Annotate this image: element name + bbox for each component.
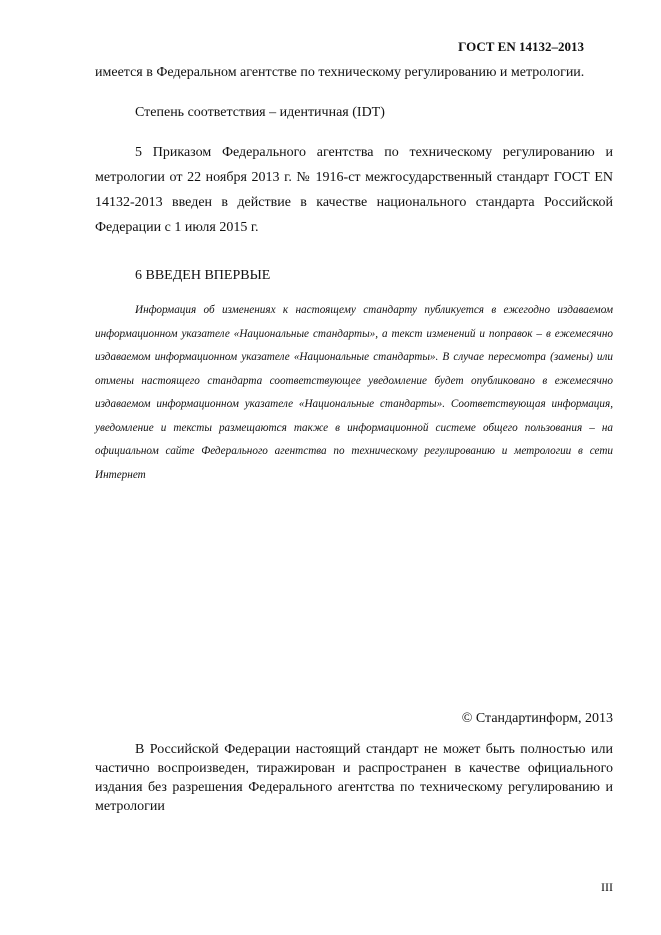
changes-information-note: Информация об изменениях к настоящему стандарту публикуется в ежегодно издаваемом информационном указателе «Национальные стандарты», а текст изменений и поправок – в ежемесячно издаваемом информационном указателе «Национальные стандарты». В случае пересмотра (замены) или отмены настоящего стандарта соответствующее уведомление будет опубликовано в ежемесячно издаваемом информационном указателе «Национальные стандарты». Соответствующая информация, уведомление и тексты размещаются также в информационной системе общего пользования – на официальном сайте Федерального агентства по техническому регулированию и метрологии в сети Интернет <box>95 304 613 481</box>
reproduction-notice: В Российской Федерации настоящий стандарт не может быть полностью или частично воспроизведен, тиражирован и распространен в качестве официального издания без разрешения Федерального агентства по техническому регулированию и метрологии <box>95 742 613 814</box>
page-number: III <box>601 880 613 894</box>
paragraph-continuation: имеется в Федеральном агентстве по техническому регулированию и метрологии. <box>95 65 585 80</box>
paragraph-introduced-first-6: 6 ВВЕДЕН ВПЕРВЫЕ <box>135 268 271 283</box>
copyright-line: © Стандартинформ, 2013 <box>461 711 613 726</box>
document-header-code: ГОСТ EN 14132–2013 <box>458 39 584 54</box>
paragraph-order-5: 5 Приказом Федерального агентства по техническому регулированию и метрологии от 22 ноября 2013 г. № 1916-ст межгосударственный стандарт ГОСТ EN 14132-2013 введен в действие в качестве национального стандарта Российской Федерации с 1 июля 2015 г. <box>95 145 613 235</box>
paragraph-conformity-degree: Степень соответствия – идентичная (IDT) <box>135 105 385 120</box>
